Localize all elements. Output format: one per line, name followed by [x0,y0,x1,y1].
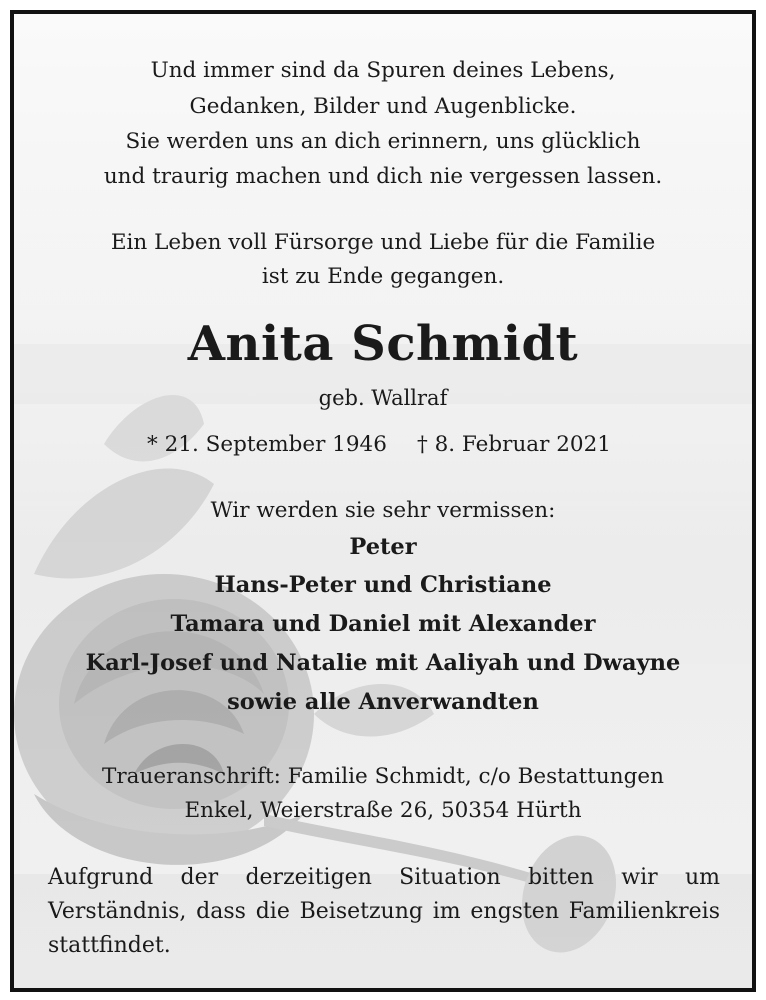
mourner-line: sowie alle Anverwandten [227,689,539,715]
poem-line: Sie werden uns an dich erinnern, uns glücklich [125,129,641,154]
deceased-name: Anita Schmidt [187,316,579,372]
mourner-line: Peter [349,534,417,560]
death-date: † 8. Februar 2021 [417,432,611,457]
poem-line: und traurig machen und dich nie vergessen lassen. [103,164,663,189]
address-line: Traueranschrift: Familie Schmidt, c/o Bestattungen [102,764,664,789]
mourner-line: Karl-Josef und Natalie mit Aaliyah und Dwayne [85,650,681,676]
poem-line: Und immer sind da Spuren deines Lebens, [150,58,616,83]
obituary-frame [10,10,756,992]
mourners-intro: Wir werden sie sehr vermissen: [210,498,556,523]
intro-line: Ein Leben voll Fürsorge und Liebe für die Familie [110,230,656,255]
poem-line: Gedanken, Bilder und Augenblicke. [189,94,577,119]
mourner-line: Hans-Peter und Christiane [214,572,552,598]
mourner-line: Tamara und Daniel mit Alexander [170,611,596,637]
intro-line: ist zu Ende gegangen. [261,264,505,289]
address-line: Enkel, Weierstraße 26, 50354 Hürth [184,798,582,823]
maiden-name: geb. Wallraf [318,386,448,410]
funeral-notice: Aufgrund der derzeitigen Situation bitten wir um Verständnis, dass die Beisetzung im engsten Familienkreis stattfindet. [48,865,720,958]
obituary-content [14,14,752,988]
birth-date: * 21. September 1946 [147,432,387,457]
